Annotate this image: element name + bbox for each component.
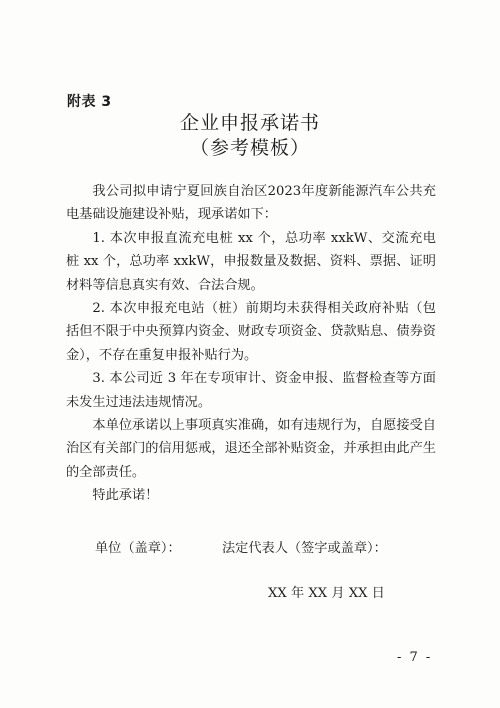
document-title: 企业申报承诺书 [179,112,320,134]
paragraph-commitment: 本单位承诺以上事项真实准确，如有违规行为，自愿接受自治区有关部门的信用惩戒，退还全部补贴资金，并承担由此产生的全部责任。 [66,418,436,480]
appendix-label: 附表 3 [67,94,112,110]
document-subtitle: （参考模板） [189,137,310,159]
paragraph-item-2: 2. 本次申报充电站（桩）前期均未获得相关政府补贴（包括但不限于中央预算内资金、财政专项资金、贷款贴息、债券资金），不存在重复申报补贴行为。 [66,301,436,363]
paragraph-intro: 我公司拟申请宁夏回族自治区2023年度新能源汽车公共充电基础设施建设补贴，现承诺如下： [66,184,436,223]
paragraph-closing: 特此承诺！ [92,488,159,504]
date-line: XX 年 XX 月 XX 日 [268,586,385,601]
document-body [66,180,436,508]
signature-unit-label: 单位（盖章）： [95,541,181,556]
page-number: - 7 - [397,650,433,665]
paragraph-item-1: 1. 本次申报直流充电桩 xx 个，总功率 xxkW、交流充电桩 xx 个，总功率 xxkW，申报数量及数据、资料、票据、证明材料等信息真实有效、合法合规。 [66,230,436,293]
signature-representative-label: 法定代表人（签字或盖章）： [222,541,387,556]
paragraph-item-3: 3. 本公司近 3 年在专项审计、资金申报、监督检查等方面未发生过违法违规情况。 [66,371,436,410]
